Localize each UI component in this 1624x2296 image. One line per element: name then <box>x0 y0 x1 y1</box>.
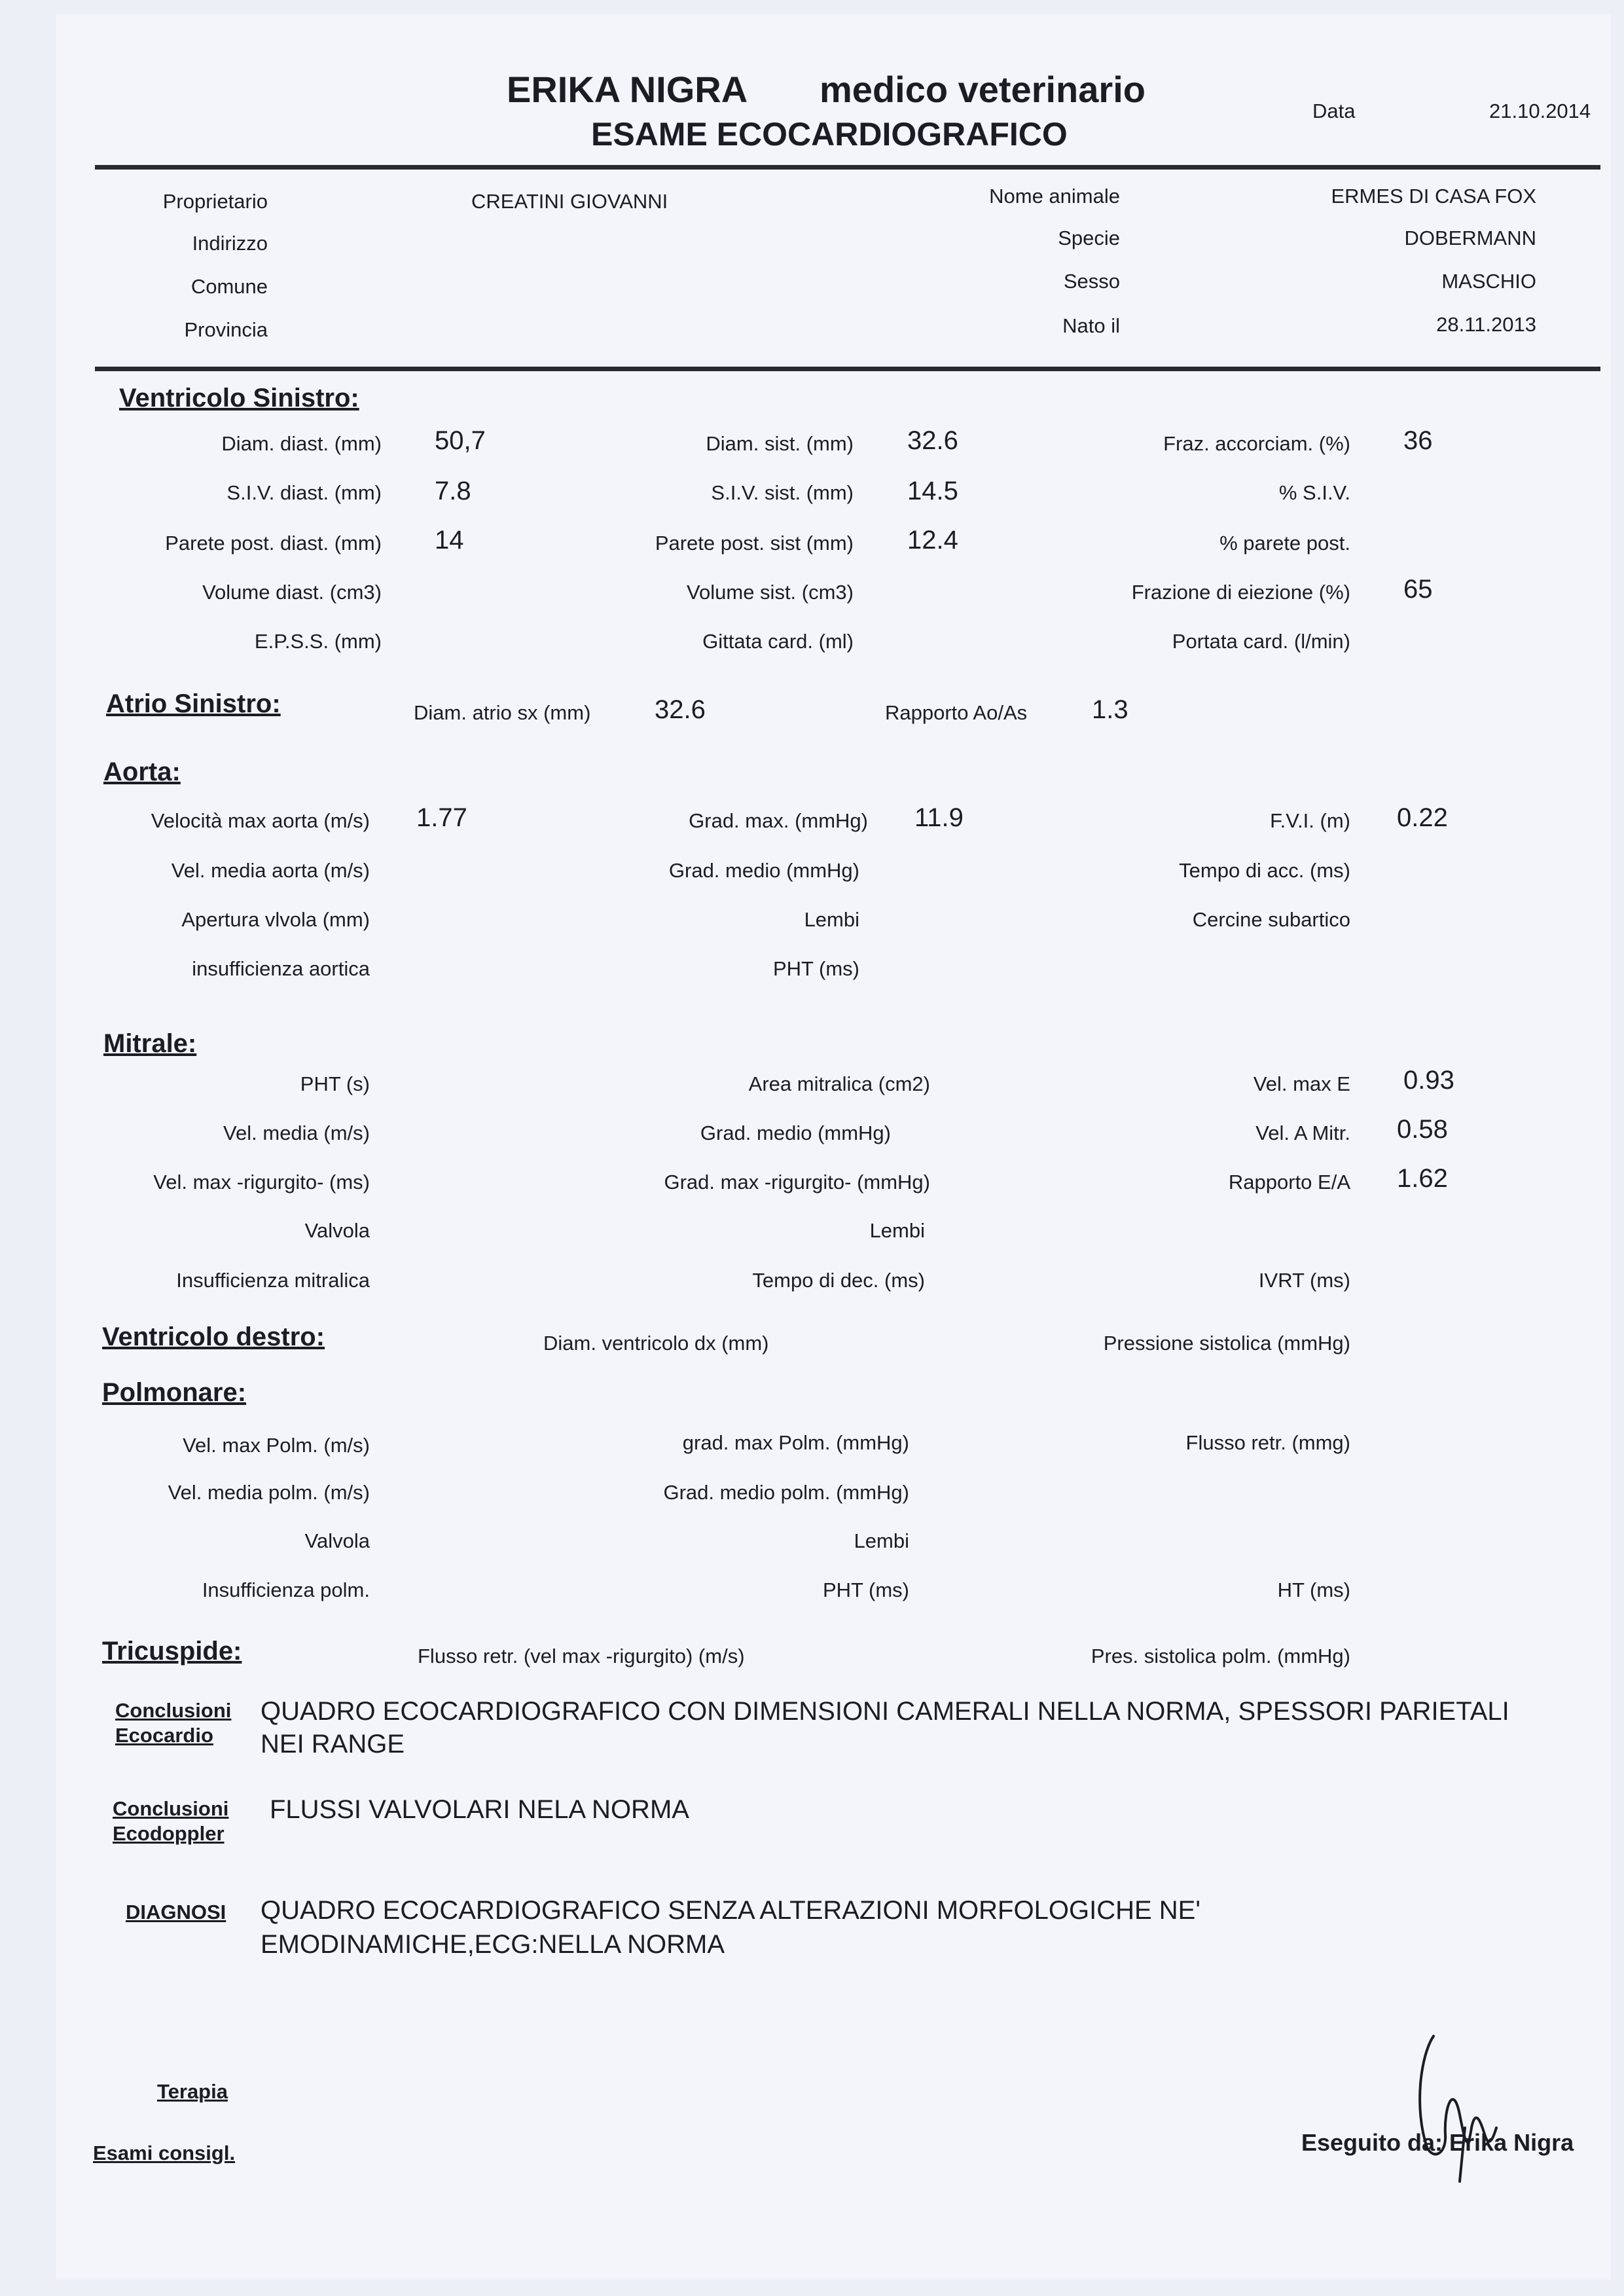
vs-frazione-value: 65 <box>1403 575 1433 604</box>
aorta-tempo-label: Tempo di acc. (ms) <box>1179 859 1350 882</box>
polm-lembi-label: Lembi <box>854 1529 909 1552</box>
vs-pct-siv-label: % S.I.V. <box>1278 481 1350 504</box>
polm-insuff-label: Insufficienza polm. <box>202 1578 370 1601</box>
polm-ht-label: HT (ms) <box>1277 1578 1350 1601</box>
vs-title: Ventricolo Sinistro: <box>119 384 359 412</box>
as-rapporto-value: 1.3 <box>1092 695 1128 724</box>
terapia-label: Terapia <box>157 2080 228 2103</box>
polm-grad-medio-label: Grad. medio polm. (mmHg) <box>663 1481 909 1504</box>
polm-pht-label: PHT (ms) <box>822 1578 909 1601</box>
aorta-fvi-value: 0.22 <box>1397 803 1448 832</box>
mitrale-vel-max-e-label: Vel. max E <box>1253 1072 1350 1095</box>
as-title: Atrio Sinistro: <box>106 689 281 718</box>
vs-diam-diast-label: Diam. diast. (mm) <box>221 432 382 455</box>
vs-frazione-label: Frazione di eiezione (%) <box>1131 581 1350 604</box>
polm-valvola-label: Valvola <box>304 1529 370 1552</box>
aorta-pht-label: PHT (ms) <box>772 957 859 980</box>
mitrale-grad-max-rig-label: Grad. max -rigurgito- (mmHg) <box>664 1171 930 1194</box>
nome-animale-value: ERMES DI CASA FOX <box>1331 185 1536 208</box>
mitrale-title: Mitrale: <box>103 1029 197 1058</box>
vet-name: ERIKA NIGRA <box>507 69 748 110</box>
concl-ecodoppler-label-1: Conclusioni <box>113 1797 229 1820</box>
vd-diam-label: Diam. ventricolo dx (mm) <box>543 1332 769 1355</box>
as-diam-value: 32.6 <box>655 695 706 724</box>
specie-value: DOBERMANN <box>1404 227 1536 249</box>
concl-ecocardio-text-2: NEI RANGE <box>261 1730 405 1758</box>
aorta-insuff-label: insufficienza aortica <box>192 957 370 980</box>
polm-flusso-label: Flusso retr. (mmg) <box>1185 1431 1350 1454</box>
proprietario-value: CREATINI GIOVANNI <box>471 190 668 213</box>
aorta-fvi-label: F.V.I. (m) <box>1270 809 1350 832</box>
concl-ecocardio-label-2: Ecocardio <box>115 1724 213 1747</box>
tric-flusso-label: Flusso retr. (vel max -rigurgito) (m/s) <box>418 1645 745 1667</box>
concl-ecocardio-label-1: Conclusioni <box>115 1699 232 1722</box>
aorta-grad-medio-label: Grad. medio (mmHg) <box>668 859 859 882</box>
eseguito-label: Eseguito da: Erika Nigra <box>1301 2129 1574 2156</box>
vs-portata-label: Portata card. (l/min) <box>1172 630 1350 653</box>
aorta-grad-max-value: 11.9 <box>914 803 964 832</box>
signature <box>1407 2030 1506 2187</box>
tric-pres-label: Pres. sistolica polm. (mmHg) <box>1091 1645 1350 1667</box>
vs-fraz-value: 36 <box>1403 426 1433 455</box>
mitrale-valvola-label: Valvola <box>304 1219 370 1242</box>
sesso-label: Sesso <box>1063 270 1120 293</box>
diagnosi-label: DIAGNOSI <box>126 1901 226 1923</box>
vs-parete-sist-label: Parete post. sist (mm) <box>655 532 854 555</box>
aorta-cercine-label: Cercine subartico <box>1192 908 1350 931</box>
vs-siv-sist-label: S.I.V. sist. (mm) <box>711 481 854 504</box>
concl-ecodoppler-text: FLUSSI VALVOLARI NELA NORMA <box>270 1795 689 1824</box>
polm-vel-media-label: Vel. media polm. (m/s) <box>168 1481 370 1504</box>
indirizzo-label: Indirizzo <box>192 232 268 255</box>
comune-label: Comune <box>190 275 268 298</box>
vd-pressione-label: Pressione sistolica (mmHg) <box>1103 1332 1350 1355</box>
vs-epss-label: E.P.S.S. (mm) <box>254 630 382 653</box>
nome-animale-label: Nome animale <box>989 185 1120 208</box>
nato-il-value: 28.11.2013 <box>1436 313 1536 336</box>
esami-label: Esami consigl. <box>93 2141 236 2164</box>
diagnosi-text-2: EMODINAMICHE,ECG:NELLA NORMA <box>261 1930 725 1959</box>
concl-ecocardio-text-1: QUADRO ECOCARDIOGRAFICO CON DIMENSIONI CAMERALI NELLA NORMA, SPESSORI PARIETALI <box>261 1697 1509 1726</box>
mitrale-insuff-label: Insufficienza mitralica <box>176 1269 370 1292</box>
mitrale-vel-max-e-value: 0.93 <box>1403 1066 1454 1095</box>
vs-fraz-label: Fraz. accorciam. (%) <box>1163 432 1350 455</box>
vs-siv-diast-value: 7.8 <box>435 477 471 505</box>
vd-title: Ventricolo destro: <box>102 1322 325 1351</box>
polmonare-title: Polmonare: <box>102 1378 247 1407</box>
vs-pct-parete-label: % parete post. <box>1219 532 1350 555</box>
mitrale-vel-a-value: 0.58 <box>1397 1115 1448 1144</box>
provincia-label: Provincia <box>184 318 268 341</box>
diagnosi-text-1: QUADRO ECOCARDIOGRAFICO SENZA ALTERAZIONI MORFOLOGICHE NE' <box>261 1896 1200 1925</box>
vs-diam-diast-value: 50,7 <box>435 426 486 455</box>
tricuspide-title: Tricuspide: <box>102 1637 242 1666</box>
proprietario-label: Proprietario <box>162 190 268 213</box>
info-rule <box>95 367 1600 371</box>
mitrale-vel-max-rig-label: Vel. max -rigurgito- (ms) <box>153 1171 370 1194</box>
concl-ecodoppler-label-2: Ecodoppler <box>113 1822 225 1845</box>
aorta-vel-media-label: Vel. media aorta (m/s) <box>171 859 370 882</box>
aorta-apertura-label: Apertura vlvola (mm) <box>181 908 370 931</box>
mitrale-vel-media-label: Vel. media (m/s) <box>223 1121 370 1144</box>
sesso-value: MASCHIO <box>1441 270 1536 293</box>
exam-title: ESAME ECOCARDIOGRAFICO <box>591 116 1068 153</box>
date-value: 21.10.2014 <box>1489 100 1591 122</box>
vs-parete-diast-value: 14 <box>435 526 464 555</box>
mitrale-pht-label: PHT (s) <box>300 1072 370 1095</box>
aorta-grad-max-label: Grad. max. (mmHg) <box>689 809 868 832</box>
vs-parete-sist-value: 12.4 <box>907 526 958 555</box>
mitrale-tempo-dec-label: Tempo di dec. (ms) <box>752 1269 925 1292</box>
mitrale-rapporto-value: 1.62 <box>1397 1164 1448 1193</box>
vs-diam-sist-value: 32.6 <box>907 426 958 455</box>
aorta-title: Aorta: <box>103 757 181 786</box>
mitrale-vel-a-label: Vel. A Mitr. <box>1255 1121 1350 1144</box>
mitrale-grad-medio-label: Grad. medio (mmHg) <box>700 1121 891 1144</box>
mitrale-rapporto-label: Rapporto E/A <box>1228 1171 1350 1194</box>
date-label: Data <box>1312 100 1356 122</box>
vs-parete-diast-label: Parete post. diast. (mm) <box>165 532 382 555</box>
nato-il-label: Nato il <box>1062 314 1120 337</box>
header-rule <box>95 165 1600 170</box>
vs-volume-diast-label: Volume diast. (cm3) <box>202 581 382 604</box>
vs-gittata-label: Gittata card. (ml) <box>702 630 854 653</box>
aorta-lembi-label: Lembi <box>804 908 859 931</box>
polm-vel-max-label: Vel. max Polm. (m/s) <box>183 1434 370 1457</box>
aorta-vel-max-label: Velocità max aorta (m/s) <box>151 809 370 832</box>
mitrale-ivrt-label: IVRT (ms) <box>1258 1269 1350 1292</box>
as-rapporto-label: Rapporto Ao/As <box>885 701 1028 724</box>
vs-siv-sist-value: 14.5 <box>907 477 958 505</box>
vs-siv-diast-label: S.I.V. diast. (mm) <box>226 481 382 504</box>
vs-volume-sist-label: Volume sist. (cm3) <box>687 581 854 604</box>
specie-label: Specie <box>1058 227 1120 249</box>
aorta-vel-max-value: 1.77 <box>416 803 467 832</box>
vs-diam-sist-label: Diam. sist. (mm) <box>706 432 854 455</box>
vet-title: medico veterinario <box>820 69 1146 110</box>
polm-grad-max-label: grad. max Polm. (mmHg) <box>682 1431 909 1454</box>
mitrale-lembi-label: Lembi <box>869 1219 925 1242</box>
mitrale-area-label: Area mitralica (cm2) <box>748 1072 930 1095</box>
as-diam-label: Diam. atrio sx (mm) <box>414 701 591 724</box>
